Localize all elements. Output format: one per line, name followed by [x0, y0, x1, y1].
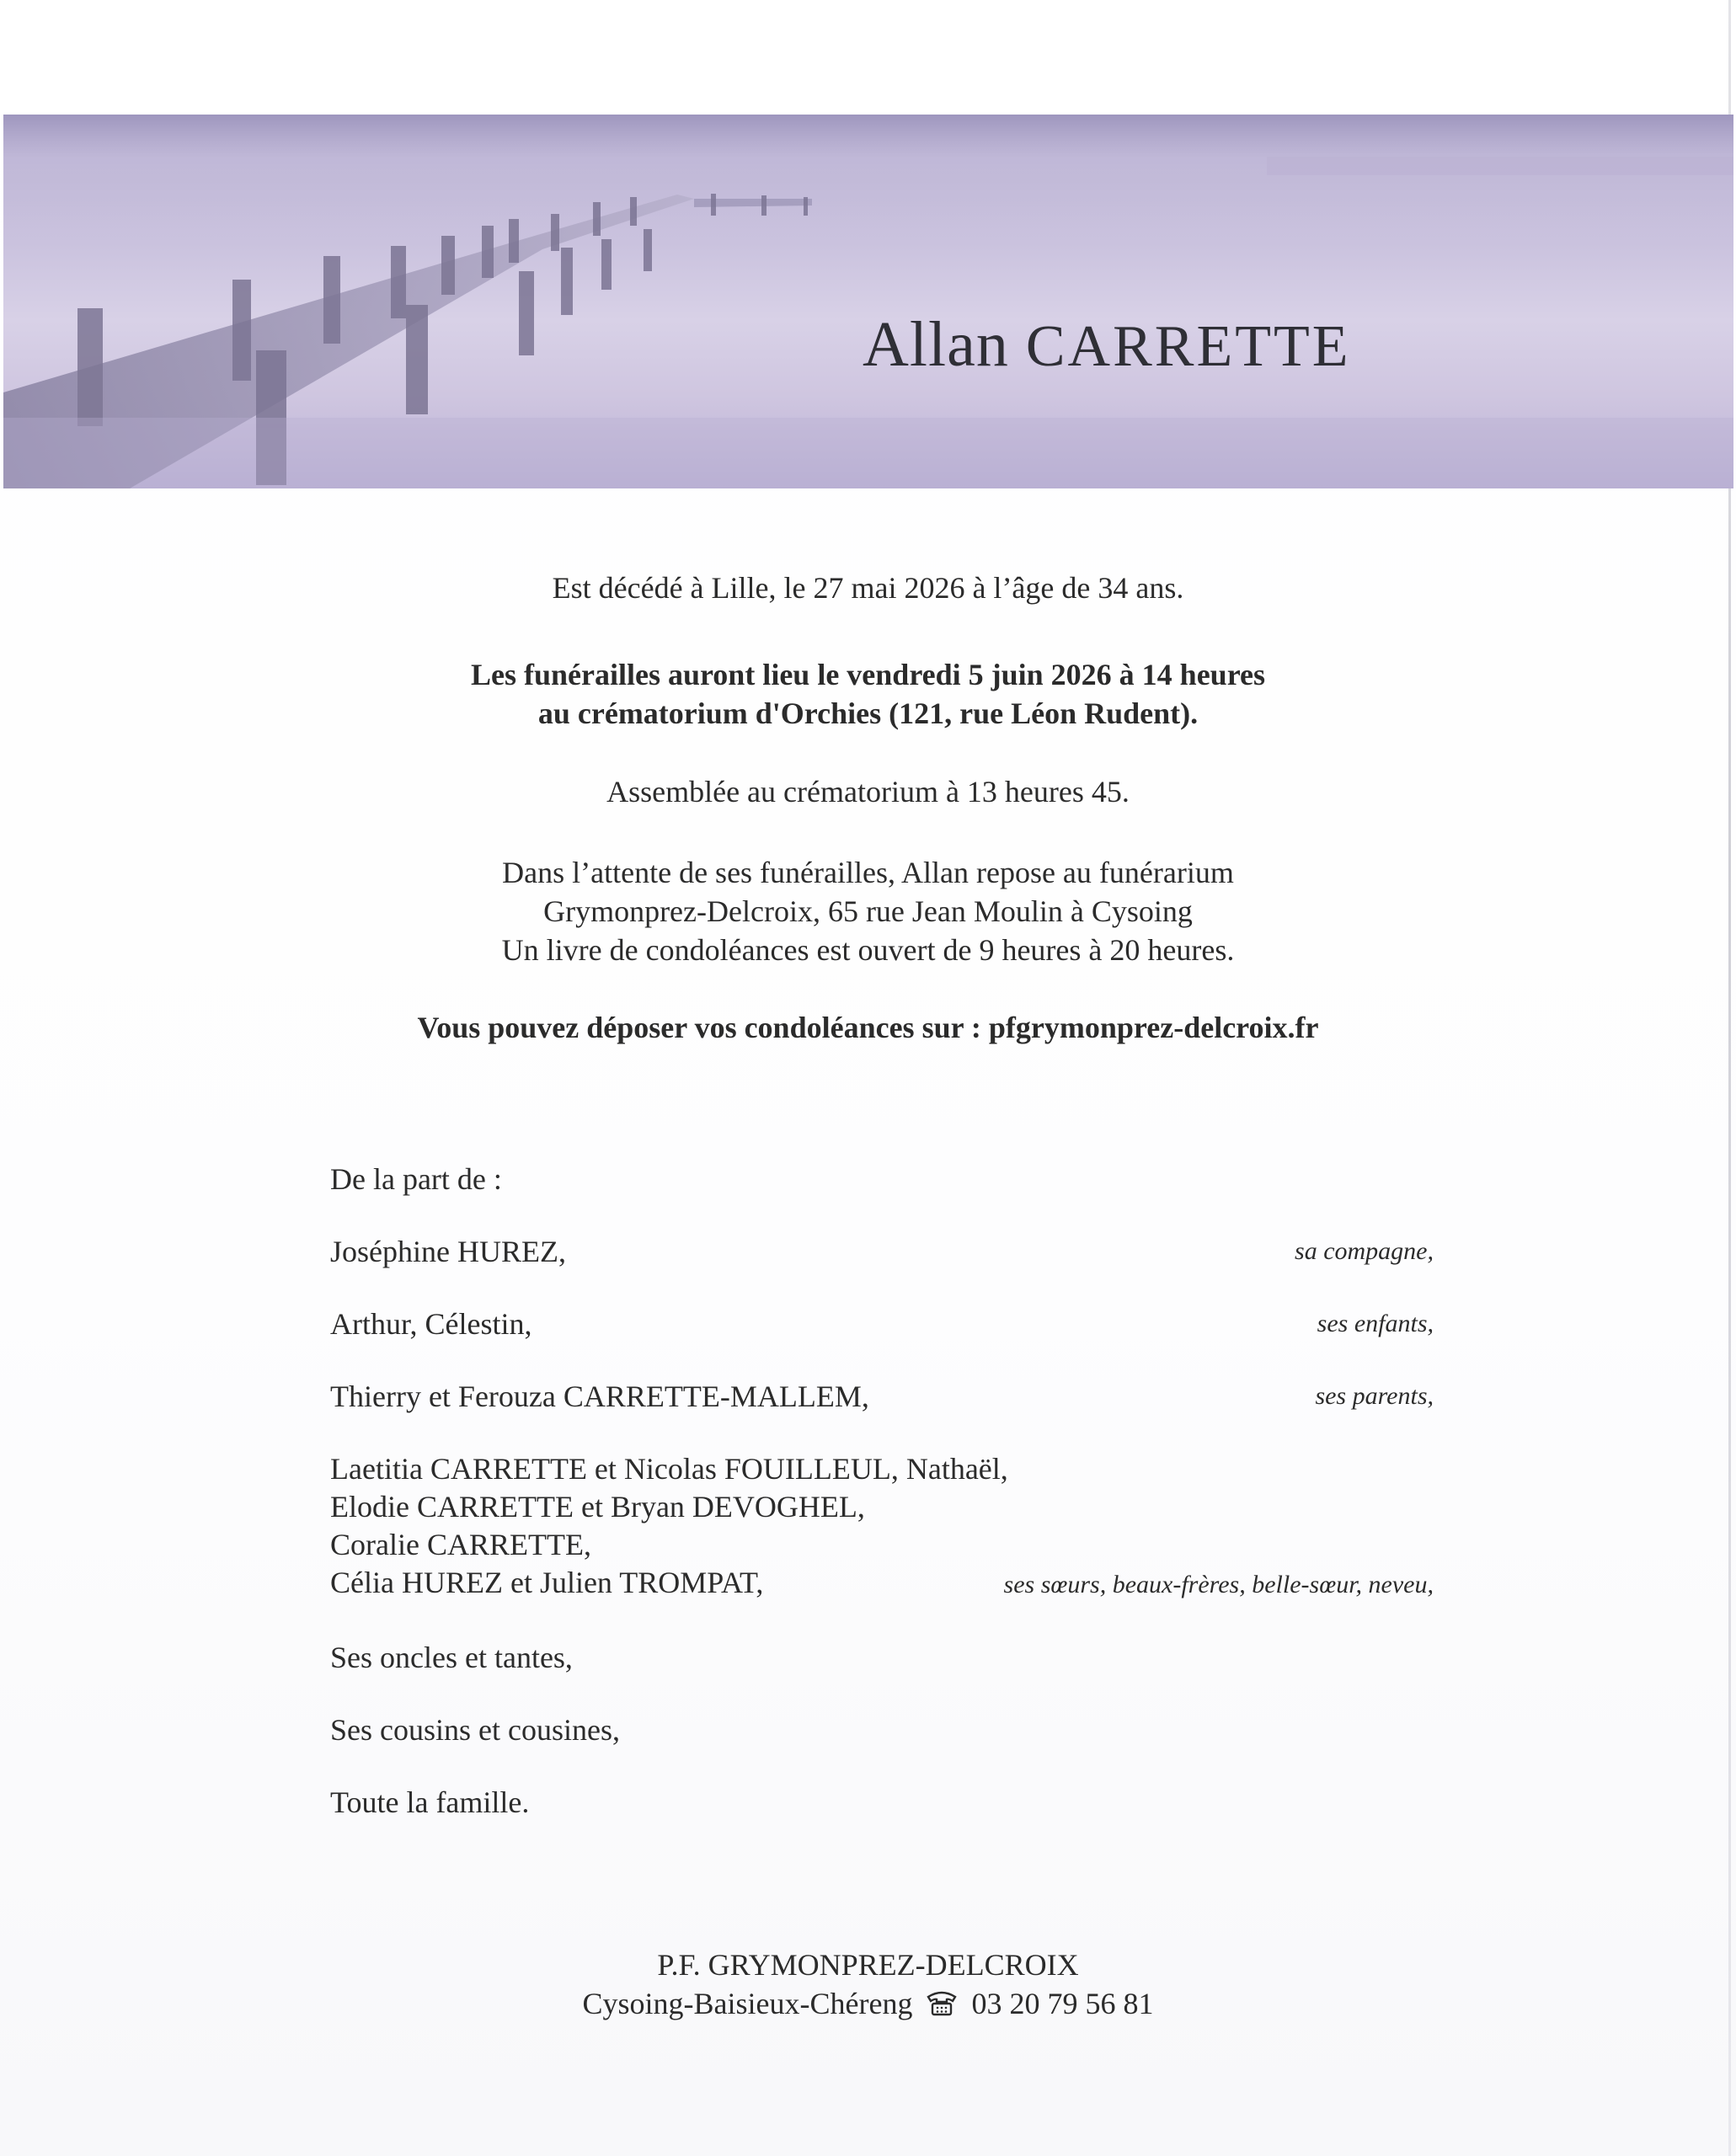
company-contact — [0, 1984, 1736, 2023]
family-names: Coralie CARRETTE, — [330, 1528, 591, 1561]
family-names: Joséphine HUREZ, — [330, 1235, 566, 1268]
family-intro: De la part de : — [330, 1162, 502, 1196]
company-locations: Cysoing-Baisieux-Chéreng — [582, 1987, 913, 2020]
family-names: Laetitia CARRETTE et Nicolas FOUILLEUL, Nathaël, — [330, 1452, 1008, 1486]
wait-line-2: Grymonprez-Delcroix, 65 rue Jean Moulin à Cysoing — [543, 894, 1193, 928]
family-row — [330, 1450, 1434, 1605]
death-announcement — [0, 568, 1736, 607]
assembly-info — [0, 772, 1736, 811]
wait-line-3: Un livre de condoléances est ouvert de 9 heures à 20 heures. — [501, 933, 1235, 967]
wait-line-1: Dans l’attente de ses funérailles, Allan repose au funérarium — [502, 856, 1234, 889]
family-relation: sa compagne, — [1295, 1237, 1434, 1265]
family-names: Arthur, Célestin, — [330, 1307, 532, 1341]
funeral-line-2: au crématorium d'Orchies (121, rue Léon Rudent). — [537, 696, 1199, 730]
family-names: Thierry et Ferouza CARRETTE-MALLEM, — [330, 1380, 869, 1413]
funerarium-info — [0, 853, 1736, 969]
funeral-line-1: Les funérailles auront lieu le vendredi 5 juin 2026 à 14 heures — [470, 658, 1266, 691]
family-names: Célia HUREZ et Julien TROMPAT, — [330, 1566, 764, 1599]
family-names: Ses cousins et cousines, — [330, 1713, 620, 1747]
assembly-line: Assemblée au crématorium à 13 heures 45. — [606, 775, 1130, 808]
pier-lake-image — [3, 115, 1733, 488]
company-phone: 03 20 79 56 81 — [971, 1987, 1154, 2020]
first-name: Allan — [863, 309, 1009, 380]
condolences-info — [0, 1008, 1736, 1047]
family-names: Ses oncles et tantes, — [330, 1641, 573, 1674]
funeral-info — [0, 655, 1736, 733]
header-banner — [3, 115, 1733, 488]
last-name: CARRETTE — [1025, 314, 1351, 379]
funeral-home-footer — [0, 1945, 1736, 2023]
death-line: Est décédé à Lille, le 27 mai 2026 à l’âge de 34 ans. — [552, 571, 1184, 605]
family-names: Elodie CARRETTE et Bryan DEVOGHEL, — [330, 1490, 865, 1524]
deceased-name — [863, 308, 1351, 382]
company-name: P.F. GRYMONPREZ-DELCROIX — [657, 1948, 1079, 1982]
telephone-icon — [925, 1988, 959, 2017]
family-relation: ses sœurs, beaux-frères, belle-sœur, neveu, — [1003, 1571, 1434, 1598]
family-relation: ses parents, — [1315, 1382, 1434, 1410]
family-names: Toute la famille. — [330, 1785, 530, 1819]
condolences-line: Vous pouvez déposer vos condoléances sur : pfgrymonprez-delcroix.fr — [417, 1011, 1319, 1044]
family-relation: ses enfants, — [1317, 1310, 1434, 1337]
